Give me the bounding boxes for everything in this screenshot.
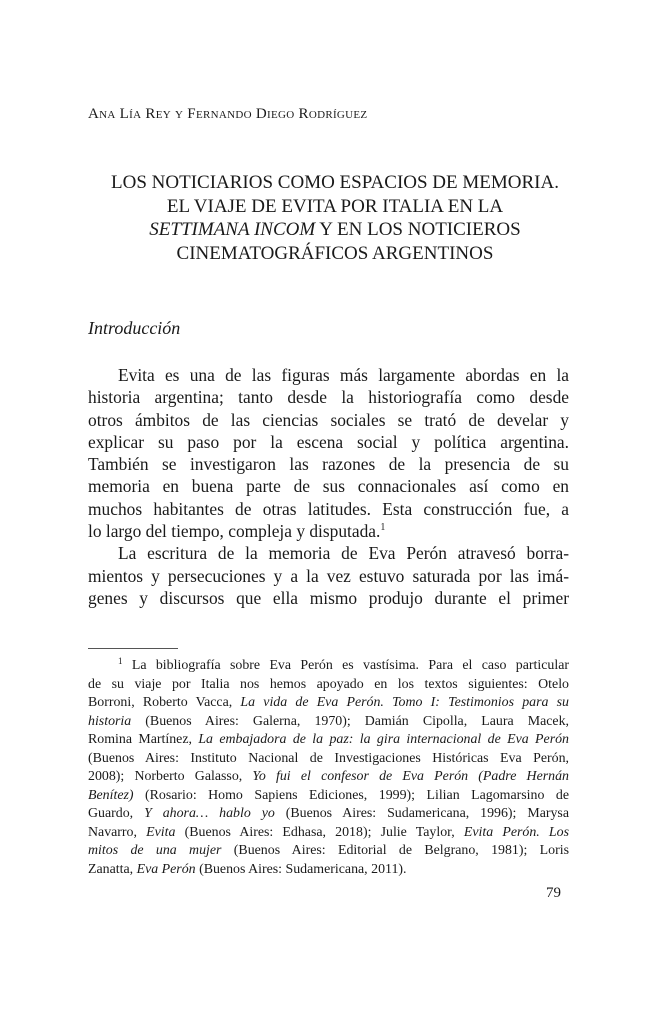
body-line: genes y discursos que ella mismo produjo durante el primer <box>88 587 569 608</box>
body-line: memoria en buena parte de sus connacionales así como en <box>88 476 569 497</box>
footnote-text: Zanatta, <box>88 861 137 877</box>
title-line-4: CINEMATOGRÁFICOS ARGENTINOS <box>176 242 494 264</box>
footnote-text: (Buenos Aires: Galerna, 1970); Damián Cipolla, Laura Macek, <box>131 713 569 729</box>
body-line: mientos y persecuciones y a la vez estuvo saturada por las imá- <box>88 565 569 586</box>
footnote-text: (Buenos Aires: Edhasa, 2018); Julie Taylor, <box>175 824 464 840</box>
footnote-separator <box>88 648 178 649</box>
footnote-title: Evita <box>146 824 176 840</box>
section-heading: Introducción <box>88 318 181 338</box>
footnote-line <box>88 694 569 713</box>
title-line-2: EL VIAJE DE EVITA POR ITALIA EN LA <box>166 195 504 217</box>
footnote-text: 2008); Norberto Galasso, <box>88 769 253 784</box>
footnote-text: (Buenos Aires: Sudamericana, 1996); Marysa <box>274 806 569 821</box>
footnote-title: Yo fui el confesor de Eva Perón (Padre Hernán <box>252 769 569 784</box>
title-line-1: LOS NOTICIARIOS COMO ESPACIOS DE MEMORIA. <box>111 172 559 193</box>
footnote-line <box>88 861 569 880</box>
footnote-text: Romina Martínez, <box>88 732 199 747</box>
body-line: Evita es una de las figuras más largamente abordas en la <box>118 365 569 385</box>
footnote-title: mitos de una mujer <box>88 843 222 858</box>
footnote-line <box>88 824 569 843</box>
body-line: La escritura de la memoria de Eva Perón atravesó borra- <box>118 543 569 564</box>
footnote-line <box>88 731 569 750</box>
footnote-text: Borroni, Roberto Vacca, <box>88 695 241 710</box>
footnote-number: 1 <box>118 656 123 666</box>
footnote-line: (Buenos Aires: Instituto Nacional de Investigaciones Históricas Eva Perón, <box>88 750 569 766</box>
footnote-text: La bibliografía sobre Eva Perón es vastísima. Para el caso particular <box>131 658 569 673</box>
footnote-title: Evita Perón. Los <box>463 824 570 840</box>
footnote-line <box>88 768 569 787</box>
footnote-title: Y ahora… hablo yo <box>144 806 275 821</box>
body-line-text: lo largo del tiempo, compleja y disputada. <box>88 521 381 542</box>
title-line-3-rest: Y EN LOS NOTICIEROS <box>315 219 521 240</box>
footnote-line <box>88 805 569 824</box>
footnote-text: (Buenos Aires: Editorial de Belgrano, 1981); Loris <box>221 843 569 858</box>
footnote-line <box>88 787 569 806</box>
body-line <box>88 520 569 542</box>
footnote-title: historia <box>88 713 132 729</box>
body-line: explicar su paso por la escena social y política argentina. <box>88 431 569 452</box>
running-header-authors: Ana Lía Rey y Fernando Diego Rodríguez <box>88 106 368 122</box>
body-line: También se investigaron las razones de la presencia de su <box>88 454 569 475</box>
footnote-reference[interactable]: 1 <box>380 522 386 534</box>
footnote-text: (Buenos Aires: Sudamericana, 2011). <box>195 861 407 877</box>
footnote-title: Eva Perón <box>136 861 196 877</box>
body-line: otros ámbitos de las ciencias sociales se trató de develar y <box>88 409 569 430</box>
footnote-text: (Rosario: Homo Sapiens Ediciones, 1999); Lilian Lagomarsino de <box>133 787 569 803</box>
title-line-3 <box>70 218 600 242</box>
body-line: historia argentina; tanto desde la historiografía como desde <box>88 387 569 408</box>
title-italic-settimana-incom: SETTIMANA INCOM <box>149 219 316 240</box>
body-line: muchos habitantes de otras latitudes. Esta construcción fue, a <box>88 498 569 519</box>
footnote-text: Guardo, <box>88 806 145 821</box>
footnote-title: La embajadora de la paz: la gira internacional de Eva Perón <box>198 732 569 747</box>
footnote <box>88 657 569 879</box>
footnote-title: La vida de Eva Perón. Tomo I: Testimonios para su <box>240 695 569 710</box>
footnote-line <box>88 842 569 861</box>
page-number: 79 <box>546 885 561 901</box>
footnote-line <box>88 713 569 732</box>
footnote-line: de su viaje por Italia nos hemos apoyado en los textos siguientes: Otelo <box>88 676 569 692</box>
chapter-title <box>70 171 600 265</box>
footnote-text: Navarro, <box>88 824 147 840</box>
footnote-title: Benítez) <box>88 787 134 803</box>
body-text <box>88 364 569 609</box>
footnote-line <box>88 657 569 676</box>
